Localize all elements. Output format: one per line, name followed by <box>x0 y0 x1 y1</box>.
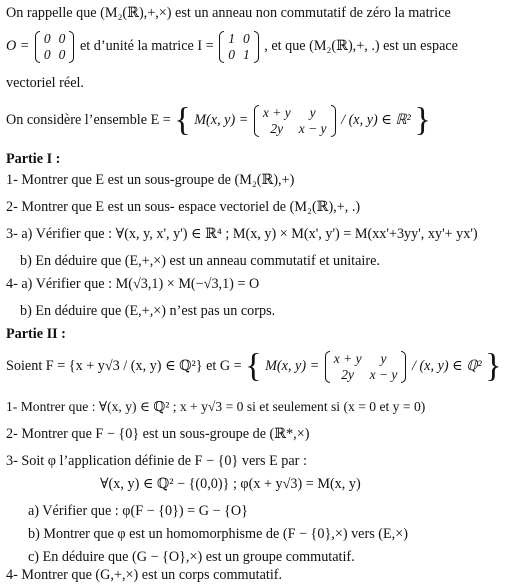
i-cell: 1 <box>228 30 235 46</box>
g-cell: 2y <box>341 366 355 382</box>
right-brace-icon: } <box>485 347 502 385</box>
i-cell: 0 <box>228 46 235 62</box>
identity-matrix <box>219 31 259 63</box>
part1-q4b: b) En déduire que (E,+,×) n’est pas un corps. <box>20 303 276 319</box>
set-e-element: M(x, y) = <box>194 112 249 128</box>
e-cell: y <box>309 104 316 120</box>
e-cell: x + y <box>262 104 291 120</box>
part2-q3: 3- Soit φ l’application définie de F − {0} vers E par : <box>6 453 307 469</box>
part2-q3b: b) Montrer que φ est un homomorphisme de (F − {0},×) vers (E,×) <box>28 526 408 542</box>
g-cell: x − y <box>369 366 398 382</box>
i-cell: 1 <box>242 46 250 62</box>
set-g-element: M(x, y) = <box>265 358 320 374</box>
set-e-label: On considère l’ensemble E = <box>6 112 171 128</box>
o-cell: 0 <box>58 46 66 62</box>
set-g-condition: / (x, y) ∈ ℚ² <box>411 358 482 374</box>
set-g-label: et G = <box>206 358 242 374</box>
e-cell: 2y <box>270 120 284 136</box>
part2-q1: 1- Montrer que : ∀(x, y) ∈ ℚ² ; x + y√3 = 0 si et seulement si (x = 0 et y = 0) <box>6 399 426 414</box>
intro-matrix-line <box>6 30 509 62</box>
i-cell: 0 <box>242 30 250 46</box>
part1-q2: 2- Montrer que E est un sous- espace vectoriel de (M₂(ℝ),+, .) <box>6 199 361 215</box>
o-cell: 0 <box>43 46 51 62</box>
part2-q3c: c) En déduire que (G − {O},×) est un groupe commutatif. <box>28 549 355 565</box>
set-g-matrix <box>325 351 407 383</box>
part1-q3b: b) En déduire que (E,+,×) est un anneau commutatif et unitaire. <box>20 253 380 269</box>
part2-q4: 4- Montrer que (G,+,×) est un corps commutatif. <box>6 567 283 583</box>
left-brace-icon: { <box>245 347 262 385</box>
set-e-condition: / (x, y) ∈ ℝ² <box>341 112 411 128</box>
part1-q3a: 3- a) Vérifier que : ∀(x, y, x', y') ∈ ℝ⁴ ; M(x, y) × M(x', y') = M(xx'+3yy', xy'+ yx') <box>6 226 478 242</box>
right-brace-icon: } <box>414 101 431 139</box>
zero-matrix <box>35 31 75 63</box>
left-brace-icon: { <box>174 101 191 139</box>
part1-q4a: 4- a) Vérifier que : M(√3,1) × M(−√3,1) = O <box>6 276 260 292</box>
g-cell: y <box>380 350 387 366</box>
part1-q1: 1- Montrer que E est un sous-groupe de (M₂(ℝ),+) <box>6 172 295 188</box>
part1-title: Partie I : <box>6 151 61 167</box>
set-e-definition <box>6 100 509 140</box>
e-cell: x − y <box>298 120 327 136</box>
part2-q2: 2- Montrer que F − {0} est un sous-groupe de (ℝ*,×) <box>6 426 310 442</box>
part2-q3a: a) Vérifier que : φ(F − {0}) = G − {O} <box>28 503 248 519</box>
set-f-definition: Soient F = {x + y√3 / (x, y) ∈ ℚ²} <box>6 358 203 374</box>
set-e-matrix <box>254 105 336 137</box>
o-cell: 0 <box>58 30 66 46</box>
vector-space-text: , et que (M₂(ℝ),+, .) est un espace <box>264 38 458 54</box>
o-label: O = <box>6 38 30 54</box>
part2-q3-formula: ∀(x, y) ∈ ℚ² − {(0,0)} ; φ(x + y√3) = M(x, y) <box>100 476 361 492</box>
g-cell: x + y <box>333 350 362 366</box>
intro-line-3: vectoriel réel. <box>6 75 84 91</box>
sets-f-g-definition <box>6 346 509 386</box>
intro-line-1: On rappelle que (M₂(ℝ),+,×) est un anneau non commutatif de zéro la matrice <box>6 5 451 21</box>
part2-title: Partie II : <box>6 326 66 342</box>
identity-label: et d’unité la matrice I = <box>79 38 214 54</box>
o-cell: 0 <box>43 30 51 46</box>
